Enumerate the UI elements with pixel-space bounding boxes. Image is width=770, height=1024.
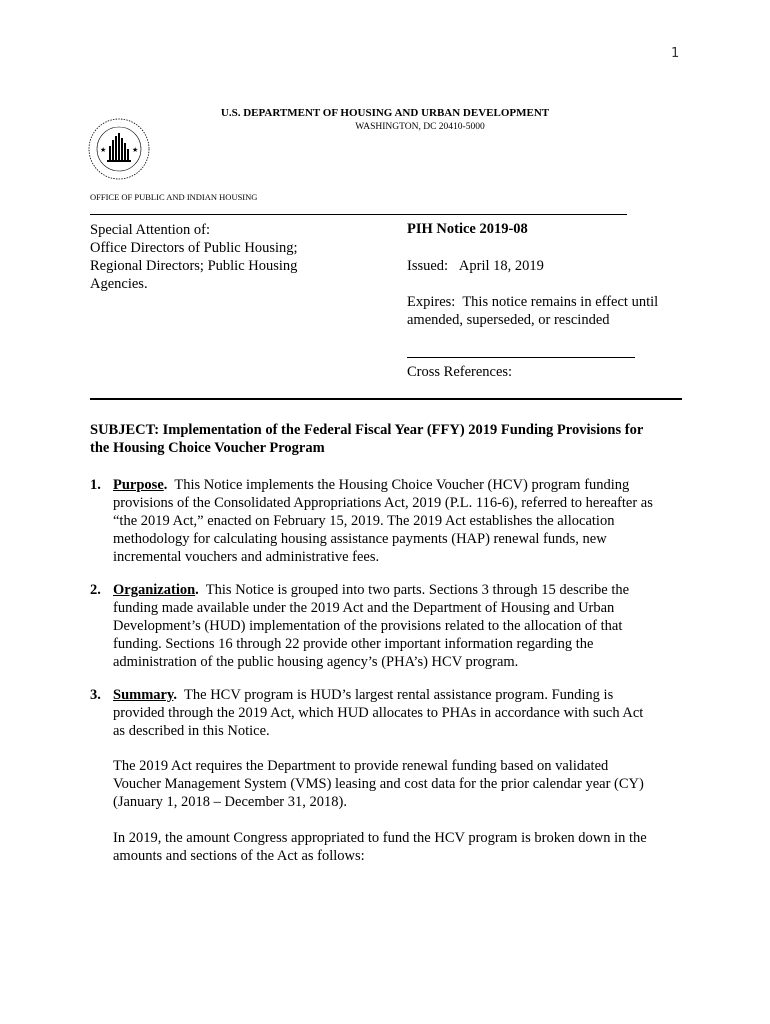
paragraph-line: The 2019 Act requires the Department to provide renewal funding based on validated (113, 758, 609, 774)
paragraph-line: amounts and sections of the Act as follows: (113, 848, 365, 864)
office-name: OFFICE OF PUBLIC AND INDIAN HOUSING (90, 192, 258, 202)
section-line: funding made available under the 2019 Act and the Department of Housing and Urban (113, 600, 615, 616)
summary-paragraph (113, 829, 690, 865)
section-heading: Summary (113, 687, 174, 703)
section-heading: Purpose (113, 477, 164, 493)
department-name: U.S. DEPARTMENT OF HOUSING AND URBAN DEVELOPMENT (220, 107, 550, 119)
section-line: provisions of the Consolidated Appropriations Act, 2019 (P.L. 116-6), referred to hereafter as (113, 495, 653, 511)
subject-line: SUBJECT: Implementation of the Federal Fiscal Year (FFY) 2019 Funding Provisions for (90, 422, 644, 438)
header-divider (90, 214, 627, 215)
section-line: administration of the public housing agency’s (PHA’s) HCV program. (113, 654, 519, 670)
attention-line: Agencies. (90, 276, 148, 292)
subject-line: the Housing Choice Voucher Program (90, 440, 325, 456)
paragraph-line: In 2019, the amount Congress appropriated to fund the HCV program is broken down in the (113, 830, 647, 846)
section-line: This Notice implements the Housing Choice Voucher (HCV) program funding (174, 477, 630, 493)
svg-text:★: ★ (132, 146, 139, 154)
section-line: This Notice is grouped into two parts. Sections 3 through 15 describe the (205, 582, 630, 598)
department-address: WASHINGTON, DC 20410-5000 (355, 122, 485, 132)
expires-block (407, 293, 697, 329)
section-number: 2. (90, 582, 101, 598)
expires-text: This notice remains in effect until (462, 294, 659, 310)
expires-label: Expires: (407, 294, 456, 310)
section-organization: 2. Organization. This Notice is grouped into two parts. Sections 3 through 15 describe the funding made available under the 2019 Act and the Department of Housing and Urban Development’s (HUD) implementation of the provisions related to the allocation of that funding. Sections 16 through 22 provide other important information regarding the administration of the public housing agency’s (PHA’s) HCV program. (90, 581, 690, 671)
section-line: methodology for calculating housing assistance payments (HAP) renewal funds, new (113, 531, 607, 547)
section-line: as described in this Notice. (113, 723, 270, 739)
section-line: funding. Sections 16 through 22 provide other important information regarding the (113, 636, 594, 652)
cross-references-label: Cross References: (407, 364, 513, 380)
issued-label: Issued: (407, 258, 449, 274)
main-divider (90, 398, 682, 400)
notice-title: PIH Notice 2019-08 (407, 221, 528, 237)
issued-line (407, 258, 544, 275)
paragraph-line: Voucher Management System (VMS) leasing and cost data for the prior calendar year (CY) (113, 776, 644, 792)
section-line: provided through the 2019 Act, which HUD allocates to PHAs in accordance with such Act (113, 705, 644, 721)
section-summary: 3. Summary. The HCV program is HUD’s largest rental assistance program. Funding is provided through the 2019 Act, which HUD allocates to PHAs in accordance with such Act as described in this Notice. (90, 686, 690, 740)
expires-text: amended, superseded, or rescinded (407, 312, 610, 328)
section-line: “the 2019 Act,” enacted on February 15, 2019. The 2019 Act establishes the allocation (113, 513, 615, 529)
special-attention-block (90, 221, 350, 293)
summary-paragraph (113, 757, 690, 811)
section-line: Development’s (HUD) implementation of the provisions related to the allocation of that (113, 618, 623, 634)
section-number: 1. (90, 477, 101, 493)
attention-line: Special Attention of: (90, 222, 211, 238)
section-line: incremental vouchers and administrative fees. (113, 549, 380, 565)
subject-heading (90, 421, 690, 457)
svg-text:★: ★ (100, 146, 107, 154)
section-number: 3. (90, 687, 101, 703)
attention-line: Regional Directors; Public Housing (90, 258, 298, 274)
page-number: 1 (671, 46, 680, 61)
section-line: The HCV program is HUD’s largest rental assistance program. Funding is (184, 687, 614, 703)
section-heading: Organization (113, 582, 196, 598)
attention-line: Office Directors of Public Housing; (90, 240, 298, 256)
paragraph-line: (January 1, 2018 – December 31, 2018). (113, 794, 347, 810)
cross-references-rule (407, 357, 635, 358)
issued-date: April 18, 2019 (458, 258, 544, 274)
section-purpose: 1. Purpose. This Notice implements the Housing Choice Voucher (HCV) program funding provisions of the Consolidated Appropriations Act, 2019 (P.L. 116-6), referred to hereafter as “the 2019 Act,” enacted on February 15, 2019. The 2019 Act establishes the allocation methodology for calculating housing assistance payments (HAP) renewal funds, new incremental vouchers and administrative fees. (90, 476, 690, 566)
